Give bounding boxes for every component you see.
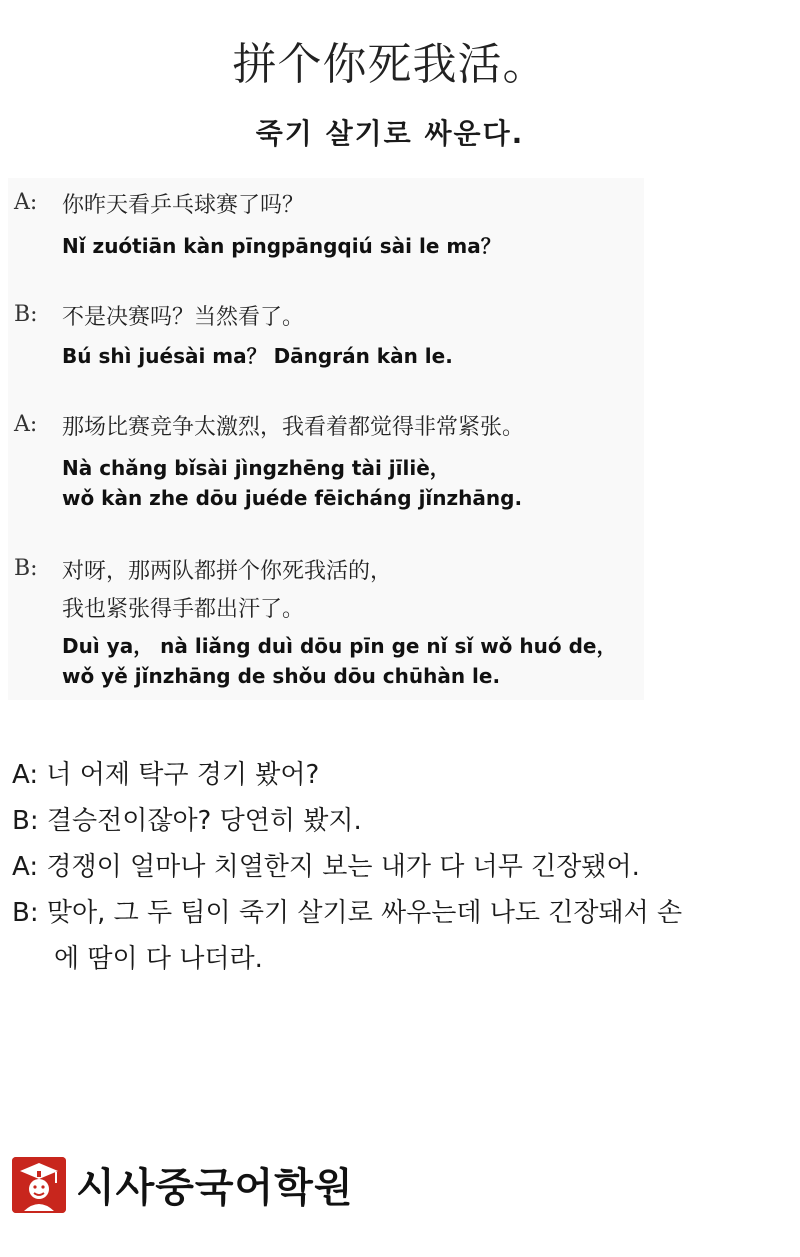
speaker-label: B: <box>14 556 38 581</box>
translation-line: B: 결승전이잖아? 당연히 봤지. <box>12 806 362 836</box>
brand-name: 시사중국어학원 <box>76 1165 354 1211</box>
lesson-title-korean: 죽기 살기로 싸운다. <box>255 117 525 150</box>
translation-line: B: 맞아, 그 두 팀이 죽기 살기로 싸우는데 나도 긴장돼서 손 <box>12 898 683 928</box>
translation-line: A: 너 어제 탁구 경기 봤어? <box>12 760 320 790</box>
translation-line: 에 땀이 다 나더라. <box>54 944 263 974</box>
brand-logo <box>12 1156 353 1213</box>
chinese-text: 那场比赛竞争太激烈，我看着都觉得非常紧张。 <box>62 415 525 440</box>
chinese-text: 不是决赛吗？当然看了。 <box>62 305 305 330</box>
pinyin-text: Nǐ zuótiān kàn pīngpāngqiú sài le ma？ <box>62 234 501 258</box>
pinyin-text: wǒ yě jǐnzhāng de shǒu dōu chūhàn le. <box>62 664 501 688</box>
scholar-mascot-icon <box>12 1157 66 1213</box>
chinese-text: 对呀，那两队都拼个你死我活的， <box>62 559 393 584</box>
lesson-title-chinese: 拼个你死我活。 <box>232 39 548 90</box>
speaker-label: A: <box>14 190 38 215</box>
pinyin-text: Bú shì juésài ma？ Dāngrán kàn le. <box>62 344 453 368</box>
speaker-label: B: <box>14 302 38 327</box>
pinyin-text: Duì ya， nà liǎng duì dōu pīn ge nǐ sǐ wǒ huó de， <box>62 634 617 658</box>
pinyin-text: Nà chǎng bǐsài jìngzhēng tài jīliè， <box>62 456 450 480</box>
translation-line: A: 경쟁이 얼마나 치열한지 보는 내가 다 너무 긴장됐어. <box>12 852 640 882</box>
speaker-label: A: <box>14 412 38 437</box>
pinyin-text: wǒ kàn zhe dōu juéde fēicháng jǐnzhāng. <box>62 486 523 510</box>
chinese-text: 你昨天看乒乓球赛了吗？ <box>62 193 305 218</box>
chinese-text: 我也紧张得手都出汗了。 <box>62 597 305 622</box>
